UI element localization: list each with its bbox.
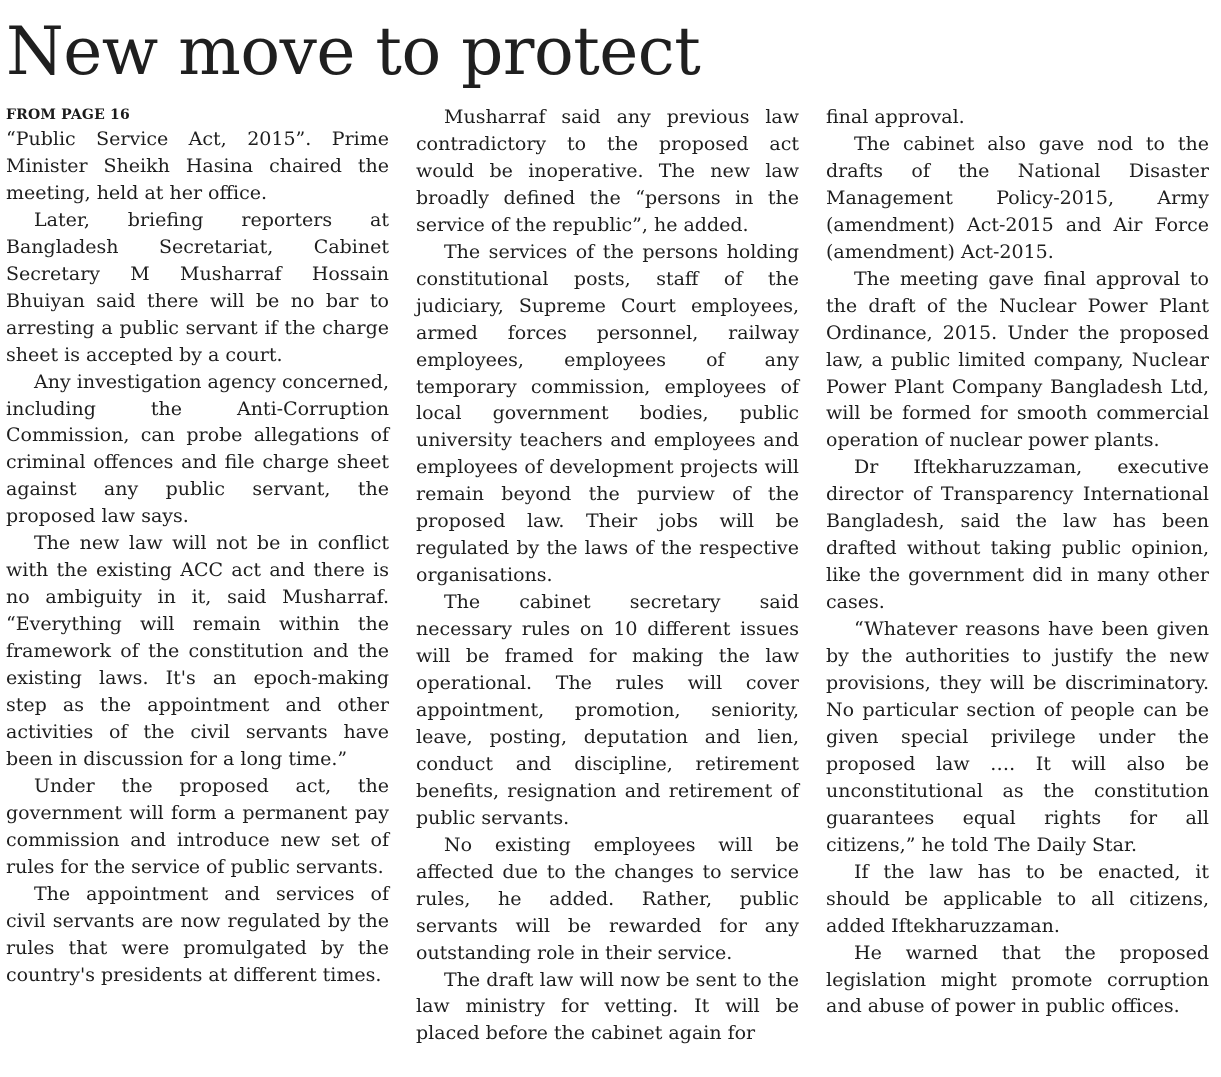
- paragraph: The meeting gave final approval to the draft of the Nuclear Power Plant Ordinance, 2015. Under the proposed law, a public limited company, Nuclear Power Plant Company Bangladesh Ltd, will be formed for smooth commercial operation of nuclear power plants.: [826, 267, 1209, 452]
- paragraph: Later, briefing reporters at Bangladesh Secretariat, Cabinet Secretary M Musharraf Hossain Bhuiyan said there will be no bar to arresting a public servant if the charge sheet is accepted by a court.: [6, 208, 389, 366]
- paragraph: The draft law will now be sent to the law ministry for vetting. It will be placed before the cabinet again for: [416, 968, 799, 1045]
- paragraph: Under the proposed act, the government will form a permanent pay commission and introduce new set of rules for the service of public servants.: [6, 774, 389, 878]
- paragraph: The new law will not be in conflict with the existing ACC act and there is no ambiguity in it, said Musharraf. “Everything will remain within the framework of the constitution and the existing laws. It's an epoch-making step as the appointment and other activities of the civil servants have been in discussion for a long time.”: [6, 532, 389, 770]
- paragraph: “Whatever reasons have been given by the authorities to justify the new provisions, they will be discriminatory. No particular section of people can be given special privilege under the proposed law …. It will also be unconstitutional as the constitution guarantees equal rights for all citizens,” he told The Daily Star.: [826, 618, 1209, 856]
- paragraph: If the law has to be enacted, it should be applicable to all citizens, added Iftekharuzzaman.: [826, 860, 1209, 937]
- paragraph: final approval.: [826, 106, 965, 128]
- paragraph: Dr Iftekharuzzaman, executive director of Transparency International Bangladesh, said the law has been drafted without taking public opinion, like the government did in many other cases.: [826, 456, 1209, 614]
- paragraph: The services of the persons holding constitutional posts, staff of the judiciary, Supreme Court employees, armed forces personnel, railway employees, employees of any temporary commission, employees of local government bodies, public university teachers and employees and employees of development projects will remain beyond the purview of the proposed law. Their jobs will be regulated by the laws of the respective organisations.: [416, 240, 799, 587]
- paragraph: The appointment and services of civil servants are now regulated by the rules that were promulgated by the country's presidents at different times.: [6, 882, 389, 986]
- paragraph: He warned that the proposed legislation might promote corruption and abuse of power in public offices.: [826, 941, 1209, 1018]
- jump-line: FROM PAGE 16: [6, 107, 130, 123]
- paragraph: No existing employees will be affected due to the changes to service rules, he added. Rather, public servants will be rewarded for any outstanding role in their service.: [416, 833, 799, 964]
- paragraph: Musharraf said any previous law contradictory to the proposed act would be inoperative. The new law broadly defined the “persons in the service of the republic”, he added.: [416, 106, 799, 236]
- headline: New move to protect: [6, 13, 701, 90]
- paragraph: “Public Service Act, 2015”. Prime Minister Sheikh Hasina chaired the meeting, held at her office.: [6, 128, 389, 204]
- paragraph: The cabinet also gave nod to the drafts of the National Disaster Management Policy-2015, Army (amendment) Act-2015 and Air Force (amendment) Act-2015.: [826, 132, 1209, 263]
- article-column-1: [6, 104, 389, 989]
- paragraph: The cabinet secretary said necessary rules on 10 different issues will be framed for making the law operational. The rules will cover appointment, promotion, seniority, leave, posting, deputation and lien, conduct and discipline, retirement benefits, resignation and retirement of public servants.: [416, 591, 799, 829]
- article-column-2: [416, 104, 799, 1047]
- paragraph: Any investigation agency concerned, including the Anti-Corruption Commission, can probe allegations of criminal offences and file charge sheet against any public servant, the proposed law says.: [6, 370, 389, 528]
- article-column-3: [826, 104, 1209, 1020]
